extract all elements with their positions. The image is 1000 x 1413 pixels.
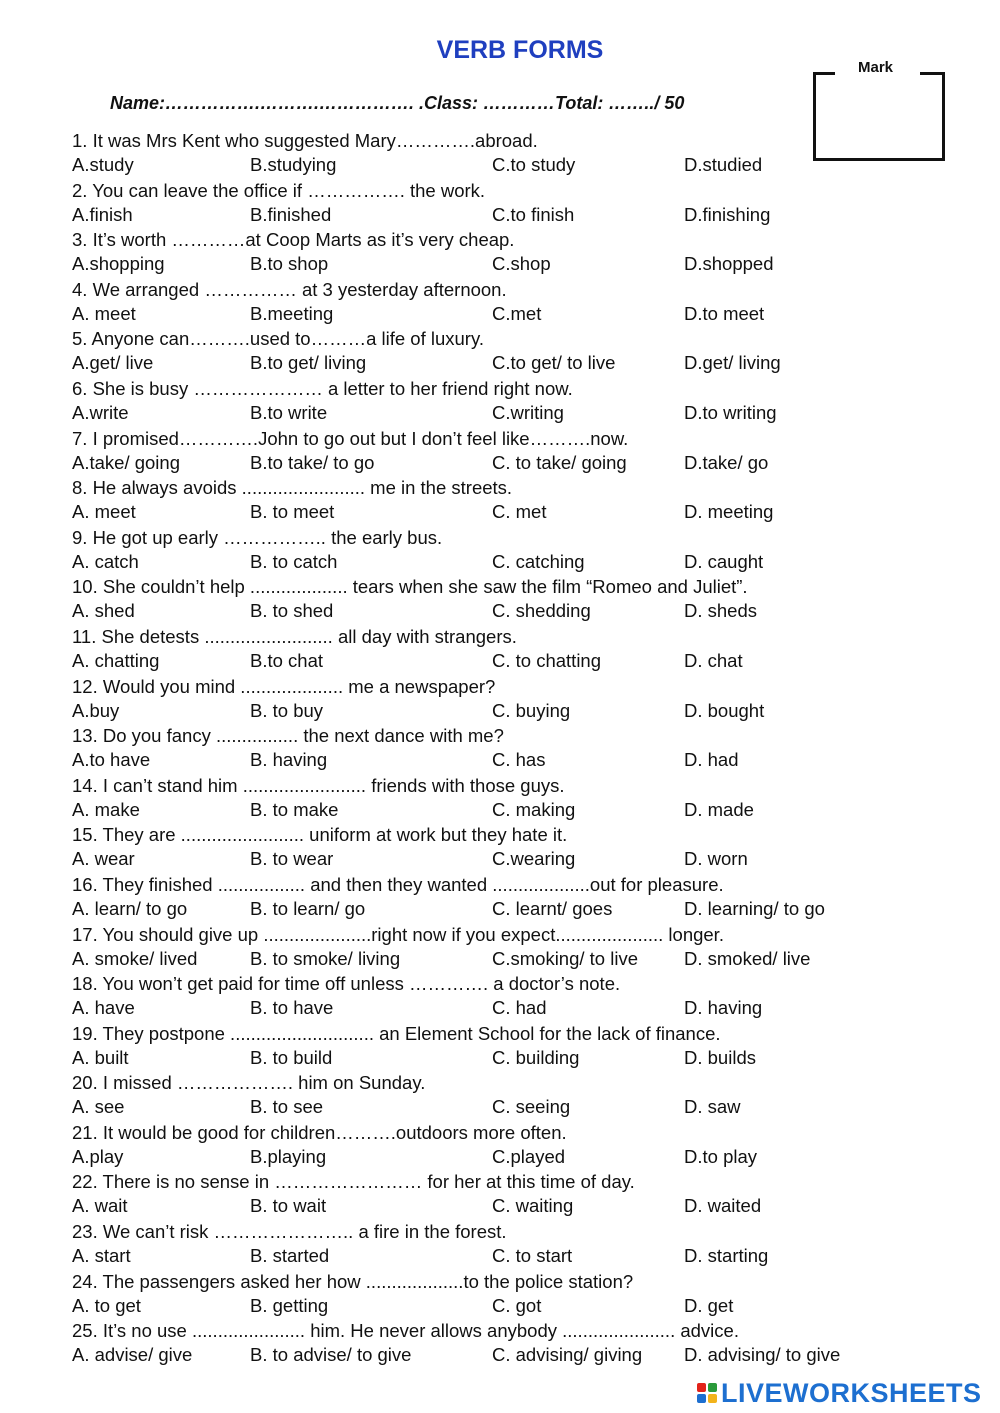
question-stem: 16. They finished ................. and then they wanted ...................out for pleasure. <box>72 873 724 895</box>
option-c[interactable]: C.writing <box>492 401 564 423</box>
option-d[interactable]: D. builds <box>684 1046 756 1068</box>
answer-options <box>72 1294 972 1319</box>
option-b[interactable]: B. to shed <box>250 600 334 622</box>
worksheet-title: VERB FORMS <box>436 36 604 64</box>
option-b[interactable]: B.meeting <box>250 302 334 324</box>
option-c[interactable]: C. had <box>492 997 547 1019</box>
option-c[interactable]: C.to get/ to live <box>492 352 616 374</box>
question-stem: 6. She is busy ………………… a letter to her friend right now. <box>72 377 573 399</box>
answer-options <box>72 748 972 773</box>
question-stem: 21. It would be good for children……….outdoors more often. <box>72 1121 567 1143</box>
answer-options <box>72 550 972 575</box>
option-a[interactable]: A. chatting <box>72 649 160 671</box>
question-23 <box>72 1219 972 1269</box>
question-stem: 24. The passengers asked her how ...................to the police station? <box>72 1270 634 1292</box>
answer-options <box>72 1145 972 1170</box>
option-d[interactable]: D. starting <box>684 1245 769 1267</box>
question-8 <box>72 475 972 525</box>
question-stem: 11. She detests ......................... all day with strangers. <box>72 625 517 647</box>
question-12 <box>72 674 972 724</box>
question-stem: 12. Would you mind .................... me a newspaper? <box>72 675 496 697</box>
option-c[interactable]: C. building <box>492 1046 580 1068</box>
option-b[interactable]: B. to smoke/ living <box>250 947 401 969</box>
option-a[interactable]: A.write <box>72 401 129 423</box>
option-b[interactable]: B. to see <box>250 1096 324 1118</box>
question-list <box>72 128 972 1368</box>
option-b[interactable]: B.to chat <box>250 649 324 671</box>
brand-name: LIVEWORKSHEETS <box>721 1377 982 1408</box>
option-a[interactable]: A. meet <box>72 501 136 523</box>
question-stem: 13. Do you fancy ................ the next dance with me? <box>72 725 504 747</box>
question-stem: 8. He always avoids ........................ me in the streets. <box>72 477 513 499</box>
option-d[interactable]: D. get <box>684 1294 734 1316</box>
option-a[interactable]: A. to get <box>72 1294 141 1316</box>
option-d[interactable]: D.finishing <box>684 203 771 225</box>
option-a[interactable]: A.get/ live <box>72 352 154 374</box>
option-a[interactable]: A. start <box>72 1245 131 1267</box>
question-stem: 5. Anyone can……….used to………a life of luxury. <box>72 328 484 350</box>
option-b[interactable]: B. to meet <box>250 501 335 523</box>
question-24 <box>72 1269 972 1319</box>
question-21 <box>72 1120 972 1170</box>
option-b[interactable]: B. having <box>250 749 328 771</box>
option-d[interactable]: D. waited <box>684 1195 762 1217</box>
answer-options <box>72 798 972 823</box>
question-19 <box>72 1021 972 1071</box>
option-c[interactable]: C.shop <box>492 253 551 275</box>
question-18 <box>72 971 972 1021</box>
option-c[interactable]: C. met <box>492 501 547 523</box>
question-10 <box>72 574 972 624</box>
option-b[interactable]: B. to wear <box>250 848 334 870</box>
question-stem: 19. They postpone ............................ an Element School for the lack of finance. <box>72 1022 721 1044</box>
answer-options <box>72 500 972 525</box>
option-b[interactable]: B. to buy <box>250 699 324 721</box>
option-c[interactable]: C. to start <box>492 1245 573 1267</box>
option-a[interactable]: A.buy <box>72 699 120 721</box>
answer-options <box>72 351 972 376</box>
option-d[interactable]: D. meeting <box>684 501 774 523</box>
question-25 <box>72 1318 972 1368</box>
option-a[interactable]: A.take/ going <box>72 451 180 473</box>
option-b[interactable]: B. to wait <box>250 1195 327 1217</box>
question-stem: 14. I can’t stand him ........................ friends with those guys. <box>72 774 565 796</box>
mark-label: Mark <box>858 59 894 76</box>
option-c[interactable]: C. got <box>492 1294 542 1316</box>
answer-options <box>72 153 972 178</box>
question-stem: 10. She couldn’t help ................... tears when she saw the film “Romeo and Juliet”. <box>72 576 748 598</box>
answer-options <box>72 1046 972 1071</box>
question-stem: 4. We arranged …………… at 3 yesterday afternoon. <box>72 278 507 300</box>
option-a[interactable]: A. have <box>72 997 135 1019</box>
option-d[interactable]: D.get/ living <box>684 352 781 374</box>
option-b[interactable]: B. to catch <box>250 550 338 572</box>
option-c[interactable]: C. to chatting <box>492 649 602 671</box>
option-d[interactable]: D. caught <box>684 550 764 572</box>
option-c[interactable]: C. learnt/ goes <box>492 897 613 919</box>
option-a[interactable]: A. see <box>72 1096 125 1118</box>
question-9 <box>72 525 972 575</box>
option-d[interactable]: D. advising/ to give <box>684 1344 841 1366</box>
option-c[interactable]: C. buying <box>492 699 571 721</box>
option-c[interactable]: C.met <box>492 302 542 324</box>
option-d[interactable]: D. smoked/ live <box>684 947 811 969</box>
option-d[interactable]: D.shopped <box>684 253 774 275</box>
option-a[interactable]: A. smoke/ lived <box>72 947 198 969</box>
question-15 <box>72 822 972 872</box>
answer-options <box>72 1095 972 1120</box>
option-d[interactable]: D. chat <box>684 649 743 671</box>
option-d[interactable]: D. worn <box>684 848 748 870</box>
option-a[interactable]: A.study <box>72 154 134 175</box>
option-d[interactable]: D. learning/ to go <box>684 897 825 919</box>
option-a[interactable]: A. advise/ give <box>72 1344 193 1366</box>
option-b[interactable]: B. started <box>250 1245 330 1267</box>
option-a[interactable]: A.finish <box>72 203 133 225</box>
option-a[interactable]: A. meet <box>72 302 136 324</box>
answer-options <box>72 451 972 476</box>
question-stem: 15. They are ........................ uniform at work but they hate it. <box>72 824 568 846</box>
option-d[interactable]: D. made <box>684 798 754 820</box>
option-a[interactable]: A.shopping <box>72 253 165 275</box>
question-stem: 17. You should give up .....................right now if you expect..................... longer. <box>72 923 724 945</box>
option-d[interactable]: D. had <box>684 749 739 771</box>
question-stem: 22. There is no sense in …………………… for her at this time of day. <box>72 1171 635 1193</box>
option-a[interactable]: A. wear <box>72 848 135 870</box>
answer-options <box>72 897 972 922</box>
question-5 <box>72 326 972 376</box>
question-stem: 20. I missed ………………. him on Sunday. <box>72 1072 426 1094</box>
answer-options <box>72 649 972 674</box>
option-c[interactable]: C. catching <box>492 550 585 572</box>
option-c[interactable]: C. waiting <box>492 1195 574 1217</box>
question-stem: 7. I promised………….John to go out but I don’t feel like……….now. <box>72 427 629 449</box>
question-stem: 23. We can’t risk ………………….. a fire in the forest. <box>72 1221 507 1243</box>
question-13 <box>72 723 972 773</box>
option-c[interactable]: C. making <box>492 798 576 820</box>
option-b[interactable]: B. to build <box>250 1046 333 1068</box>
option-c[interactable]: C.played <box>492 1145 566 1167</box>
question-7 <box>72 426 972 476</box>
option-c[interactable]: C. to take/ going <box>492 451 627 473</box>
answer-options <box>72 252 972 277</box>
option-a[interactable]: A. built <box>72 1046 129 1068</box>
option-c[interactable]: C.smoking/ to live <box>492 947 638 969</box>
option-b[interactable]: B.to take/ to go <box>250 451 375 473</box>
answer-options <box>72 996 972 1021</box>
question-6 <box>72 376 972 426</box>
answer-options <box>72 699 972 724</box>
answer-options <box>72 1343 972 1368</box>
option-d[interactable]: D. having <box>684 997 763 1019</box>
answer-options <box>72 599 972 624</box>
option-b[interactable]: B. to have <box>250 997 334 1019</box>
question-stem: 2. You can leave the office if ……………. the work. <box>72 179 486 201</box>
option-d[interactable]: D. saw <box>684 1096 741 1118</box>
option-d[interactable]: D.to play <box>684 1145 758 1167</box>
option-c[interactable]: C. shedding <box>492 600 591 622</box>
option-b[interactable]: B.playing <box>250 1145 327 1167</box>
question-14 <box>72 773 972 823</box>
answer-options <box>72 947 972 972</box>
option-b[interactable]: B. to learn/ go <box>250 897 366 919</box>
question-stem: 3. It’s worth …………at Coop Marts as it’s very cheap. <box>72 229 515 251</box>
answer-options <box>72 401 972 426</box>
option-d[interactable]: D. bought <box>684 699 765 721</box>
option-b[interactable]: B.finished <box>250 203 332 225</box>
option-a[interactable]: A. catch <box>72 550 139 572</box>
option-b[interactable]: B.to write <box>250 401 328 423</box>
question-stem: 1. It was Mrs Kent who suggested Mary………….abroad. <box>72 130 538 151</box>
question-4 <box>72 277 972 327</box>
answer-options <box>72 1244 972 1269</box>
option-a[interactable]: A.play <box>72 1145 124 1167</box>
option-b[interactable]: B.studying <box>250 154 337 175</box>
student-info-line: Name:…………….……….……………. .Class: …………Total: ……../ 50 <box>110 93 685 113</box>
option-a[interactable]: A. learn/ to go <box>72 897 188 919</box>
option-a[interactable]: A. make <box>72 798 140 820</box>
option-d[interactable]: D.to writing <box>684 401 777 423</box>
option-a[interactable]: A. shed <box>72 600 135 622</box>
option-d[interactable]: D. sheds <box>684 600 758 622</box>
option-a[interactable]: A.to have <box>72 749 151 771</box>
question-16 <box>72 872 972 922</box>
answer-options <box>72 203 972 228</box>
option-b[interactable]: B. to advise/ to give <box>250 1344 412 1366</box>
question-stem: 18. You won’t get paid for time off unless …………. a doctor’s note. <box>72 973 621 995</box>
option-b[interactable]: B. to make <box>250 798 339 820</box>
option-b[interactable]: B.to get/ living <box>250 352 367 374</box>
liveworksheets-logo <box>697 1376 982 1410</box>
option-c[interactable]: C. advising/ giving <box>492 1344 643 1366</box>
answer-options <box>72 847 972 872</box>
option-a[interactable]: A. wait <box>72 1195 128 1217</box>
question-17 <box>72 922 972 972</box>
option-c[interactable]: C.to study <box>492 154 576 175</box>
answer-options <box>72 302 972 327</box>
question-2 <box>72 178 972 228</box>
option-c[interactable]: C.wearing <box>492 848 576 870</box>
option-d[interactable]: D.to meet <box>684 302 765 324</box>
answer-options <box>72 1194 972 1219</box>
question-20 <box>72 1070 972 1120</box>
option-c[interactable]: C. seeing <box>492 1096 571 1118</box>
question-stem: 25. It’s no use ...................... him. He never allows anybody ...................... advice. <box>72 1320 739 1342</box>
option-c[interactable]: C. has <box>492 749 546 771</box>
option-d[interactable]: D.studied <box>684 154 763 175</box>
question-1 <box>72 128 972 178</box>
option-b[interactable]: B.to shop <box>250 253 329 275</box>
logo-grid-icon <box>697 1383 717 1403</box>
question-11 <box>72 624 972 674</box>
question-3 <box>72 227 972 277</box>
option-b[interactable]: B. getting <box>250 1294 329 1316</box>
question-stem: 9. He got up early …………….. the early bus. <box>72 526 443 548</box>
option-d[interactable]: D.take/ go <box>684 451 769 473</box>
option-c[interactable]: C.to finish <box>492 203 575 225</box>
question-22 <box>72 1169 972 1219</box>
